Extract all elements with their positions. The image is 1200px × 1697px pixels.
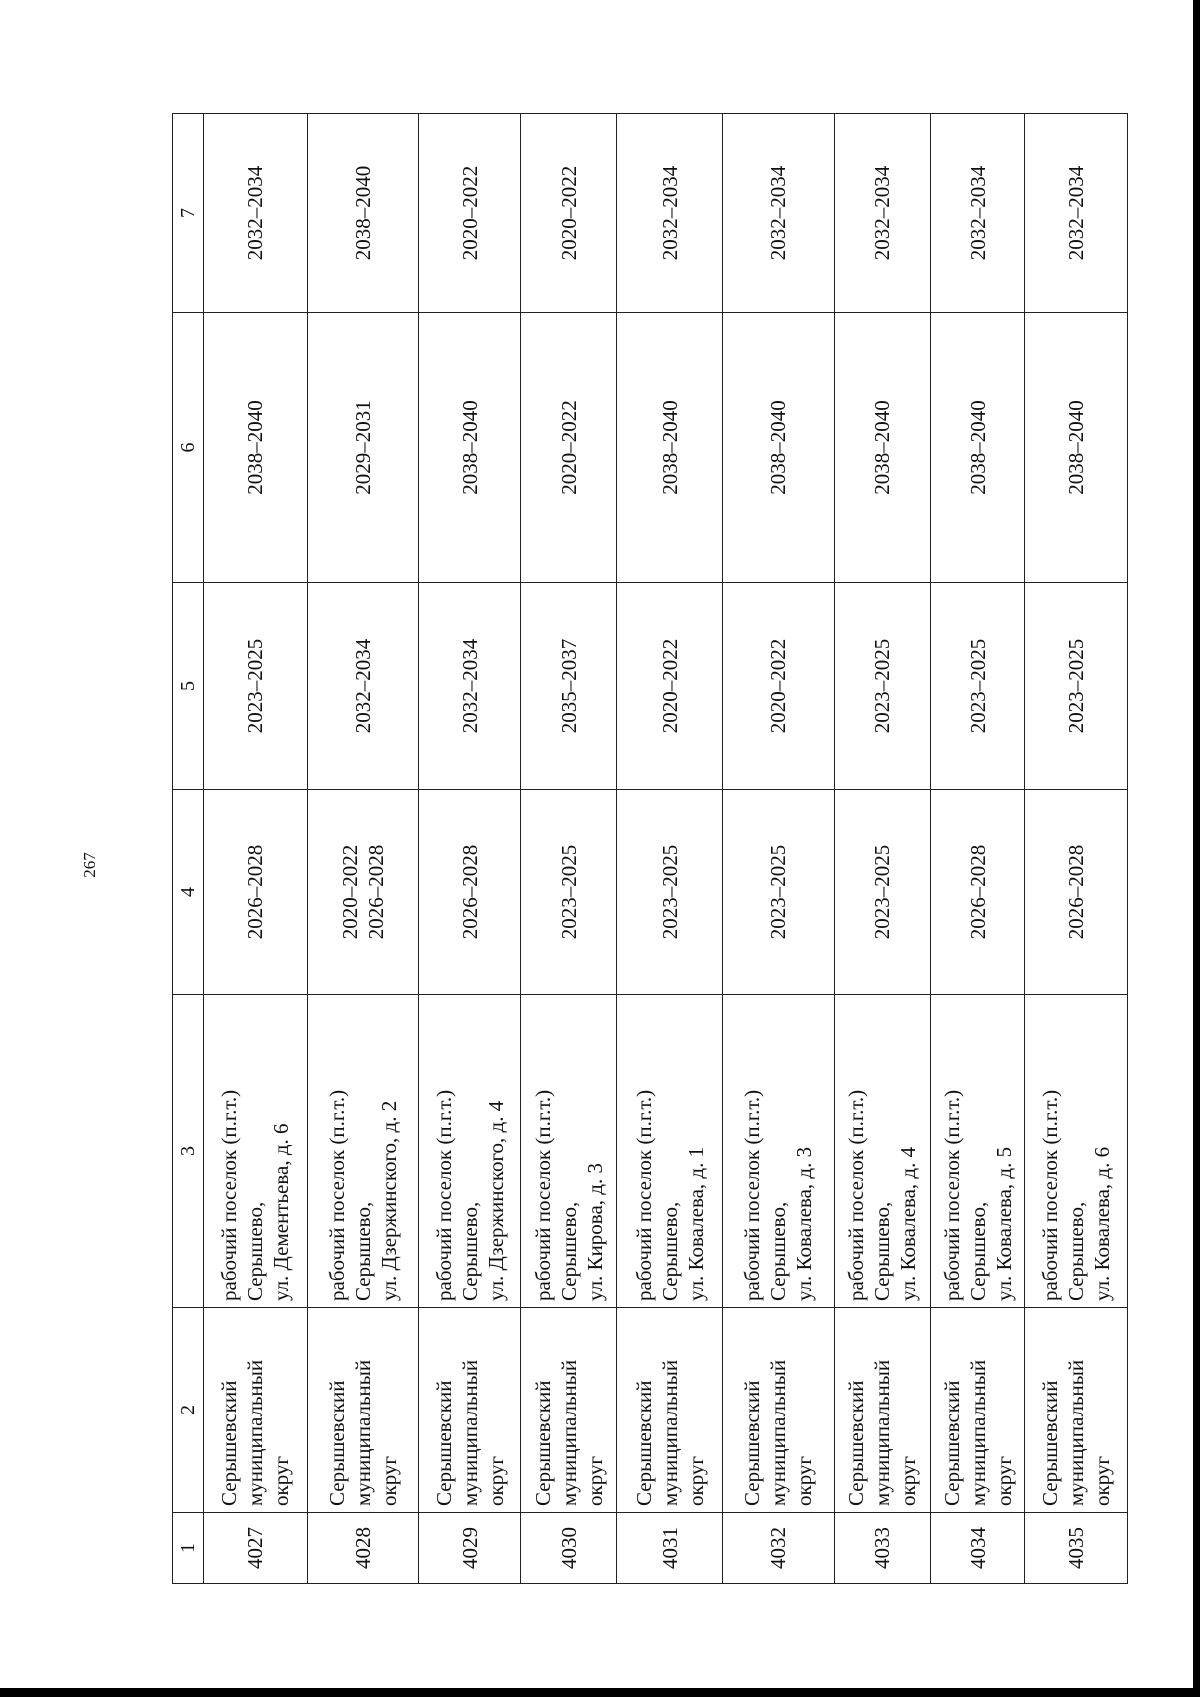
cell-col5: 2032–2034 — [419, 583, 521, 790]
cell-line: 2026–2028 — [364, 844, 389, 940]
cell-line: Серышевский — [1038, 1380, 1063, 1506]
cell-line: ул. Ковалева, д. 5 — [991, 1146, 1016, 1301]
cell-col4 — [834, 790, 930, 995]
cell-line: рабочий поселок (п.г.т.) — [217, 1089, 242, 1301]
cell-id: 4029 — [419, 1513, 521, 1584]
cell-line: муниципальный — [351, 1359, 376, 1506]
column-header: 4 — [173, 790, 204, 995]
cell-line: Серышевский — [217, 1380, 242, 1506]
cell-line: рабочий поселок (п.г.т.) — [631, 1089, 656, 1301]
cell-line: округ — [582, 1455, 607, 1506]
cell-col6: 2038–2040 — [419, 313, 521, 583]
cell-line: 2023–2025 — [556, 844, 581, 940]
cell-col5: 2023–2025 — [1025, 583, 1128, 790]
cell-address — [834, 995, 930, 1308]
cell-address — [204, 995, 308, 1308]
cell-line: муниципальный — [870, 1359, 895, 1506]
cell-line: Серышевский — [325, 1380, 350, 1506]
cell-line: округ — [1090, 1455, 1115, 1506]
cell-col6: 2038–2040 — [834, 313, 930, 583]
cell-line: ул. Ковалева, д. 6 — [1090, 1146, 1115, 1301]
cell-col7: 2032–2034 — [204, 114, 308, 313]
cell-line: округ — [483, 1455, 508, 1506]
cell-col7: 2032–2034 — [723, 114, 834, 313]
rotated-table-container — [172, 114, 1128, 1584]
cell-col6: 2038–2040 — [1025, 313, 1128, 583]
cell-line: округ — [269, 1455, 294, 1506]
cell-col4 — [419, 790, 521, 995]
cell-line: 2026–2028 — [1064, 844, 1089, 940]
cell-line: муниципальный — [657, 1359, 682, 1506]
cell-id: 4030 — [520, 1513, 616, 1584]
cell-district — [307, 1308, 418, 1513]
cell-line: Серышевский — [740, 1380, 765, 1506]
cell-col5: 2020–2022 — [723, 583, 834, 790]
cell-col4 — [520, 790, 616, 995]
cell-col6: 2038–2040 — [723, 313, 834, 583]
cell-district — [930, 1308, 1024, 1513]
cell-col5: 2023–2025 — [930, 583, 1024, 790]
cell-line: ул. Ковалева, д. 4 — [896, 1146, 921, 1301]
table-row — [307, 114, 418, 1584]
cell-col6: 2038–2040 — [204, 313, 308, 583]
cell-line: муниципальный — [243, 1359, 268, 1506]
cell-col6: 2020–2022 — [520, 313, 616, 583]
column-header: 7 — [173, 114, 204, 313]
cell-col7: 2038–2040 — [307, 114, 418, 313]
cell-line: муниципальный — [1064, 1359, 1089, 1506]
cell-line: Серышево, — [657, 1201, 682, 1301]
column-header: 6 — [173, 313, 204, 583]
cell-col4 — [617, 790, 723, 995]
cell-district — [419, 1308, 521, 1513]
cell-line: рабочий поселок (п.г.т.) — [325, 1089, 350, 1301]
page-number: 267 — [80, 852, 99, 878]
column-header: 3 — [173, 995, 204, 1308]
cell-line: Серышево, — [766, 1201, 791, 1301]
cell-district — [834, 1308, 930, 1513]
cell-address — [930, 995, 1024, 1308]
cell-col5: 2020–2022 — [617, 583, 723, 790]
cell-col7: 2032–2034 — [617, 114, 723, 313]
cell-line: ул. Ковалева, д. 3 — [792, 1146, 817, 1301]
cell-line: Серышево, — [870, 1201, 895, 1301]
cell-id: 4028 — [307, 1513, 418, 1584]
cell-line: Серышевский — [530, 1380, 555, 1506]
cell-col6: 2029–2031 — [307, 313, 418, 583]
cell-line: округ — [792, 1455, 817, 1506]
cell-line: муниципальный — [556, 1359, 581, 1506]
table-row — [834, 114, 930, 1584]
cell-line: округ — [683, 1455, 708, 1506]
column-header: 5 — [173, 583, 204, 790]
cell-line: рабочий поселок (п.г.т.) — [740, 1089, 765, 1301]
table-row — [520, 114, 616, 1584]
cell-col7: 2020–2022 — [419, 114, 521, 313]
cell-district — [1025, 1308, 1128, 1513]
cell-line: муниципальный — [766, 1359, 791, 1506]
cell-line: Серышевский — [844, 1380, 869, 1506]
cell-line: 2026–2028 — [965, 844, 990, 940]
cell-line: Серышево, — [351, 1201, 376, 1301]
table-row — [617, 114, 723, 1584]
cell-line: ул. Кирова, д. 3 — [582, 1163, 607, 1301]
cell-line: округ — [896, 1455, 921, 1506]
cell-line: округ — [991, 1455, 1016, 1506]
cell-line: 2023–2025 — [870, 844, 895, 940]
cell-line: рабочий поселок (п.г.т.) — [939, 1089, 964, 1301]
table-header-row — [173, 114, 204, 1584]
cell-address — [419, 995, 521, 1308]
cell-line: рабочий поселок (п.г.т.) — [844, 1089, 869, 1301]
cell-id: 4033 — [834, 1513, 930, 1584]
table-row — [723, 114, 834, 1584]
cell-line: Серышево, — [556, 1201, 581, 1301]
cell-address — [1025, 995, 1128, 1308]
cell-district — [520, 1308, 616, 1513]
cell-col6: 2038–2040 — [930, 313, 1024, 583]
cell-id: 4027 — [204, 1513, 308, 1584]
cell-district — [204, 1308, 308, 1513]
cell-line: округ — [377, 1455, 402, 1506]
cell-line: Серышевский — [431, 1380, 456, 1506]
cell-line: 2020–2022 — [338, 844, 363, 940]
cell-district — [723, 1308, 834, 1513]
cell-line: ул. Ковалева, д. 1 — [683, 1146, 708, 1301]
cell-line: ул. Дзержинского, д. 4 — [483, 1100, 508, 1301]
cell-col5: 2023–2025 — [834, 583, 930, 790]
cell-line: 2026–2028 — [243, 844, 268, 940]
table-row — [1025, 114, 1128, 1584]
cell-col7: 2020–2022 — [520, 114, 616, 313]
cell-line: рабочий поселок (п.г.т.) — [1038, 1089, 1063, 1301]
cell-line: Серышево, — [457, 1201, 482, 1301]
cell-address — [617, 995, 723, 1308]
cell-col4 — [307, 790, 418, 995]
cell-id: 4035 — [1025, 1513, 1128, 1584]
scan-edge-bottom — [0, 1688, 1200, 1697]
table-row — [204, 114, 308, 1584]
cell-line: 2023–2025 — [766, 844, 791, 940]
cell-id: 4034 — [930, 1513, 1024, 1584]
cell-line: рабочий поселок (п.г.т.) — [530, 1089, 555, 1301]
cell-line: Серышевский — [939, 1380, 964, 1506]
cell-id: 4031 — [617, 1513, 723, 1584]
cell-col5: 2035–2037 — [520, 583, 616, 790]
cell-col7: 2032–2034 — [1025, 114, 1128, 313]
cell-address — [307, 995, 418, 1308]
table-row — [419, 114, 521, 1584]
cell-line: ул. Дементьева, д. 6 — [269, 1123, 294, 1301]
cell-line: 2026–2028 — [457, 844, 482, 940]
table-row — [930, 114, 1024, 1584]
cell-col5: 2032–2034 — [307, 583, 418, 790]
scan-edge-right — [1193, 0, 1200, 1697]
cell-col4 — [930, 790, 1024, 995]
column-header: 2 — [173, 1308, 204, 1513]
cell-col7: 2032–2034 — [834, 114, 930, 313]
cell-line: Серышевский — [631, 1380, 656, 1506]
cell-address — [520, 995, 616, 1308]
cell-line: Серышево, — [243, 1201, 268, 1301]
cell-line: Серышево, — [965, 1201, 990, 1301]
cell-district — [617, 1308, 723, 1513]
cell-line: муниципальный — [965, 1359, 990, 1506]
cell-line: рабочий поселок (п.г.т.) — [431, 1089, 456, 1301]
cell-col4 — [723, 790, 834, 995]
cell-col6: 2038–2040 — [617, 313, 723, 583]
cell-line: 2023–2025 — [657, 844, 682, 940]
cell-col5: 2023–2025 — [204, 583, 308, 790]
cell-id: 4032 — [723, 1513, 834, 1584]
data-table — [172, 113, 1128, 1584]
cell-line: Серышево, — [1064, 1201, 1089, 1301]
cell-line: муниципальный — [457, 1359, 482, 1506]
cell-address — [723, 995, 834, 1308]
cell-col7: 2032–2034 — [930, 114, 1024, 313]
cell-col4 — [1025, 790, 1128, 995]
cell-col4 — [204, 790, 308, 995]
cell-line: ул. Дзержинского, д. 2 — [377, 1100, 402, 1301]
column-header: 1 — [173, 1513, 204, 1584]
